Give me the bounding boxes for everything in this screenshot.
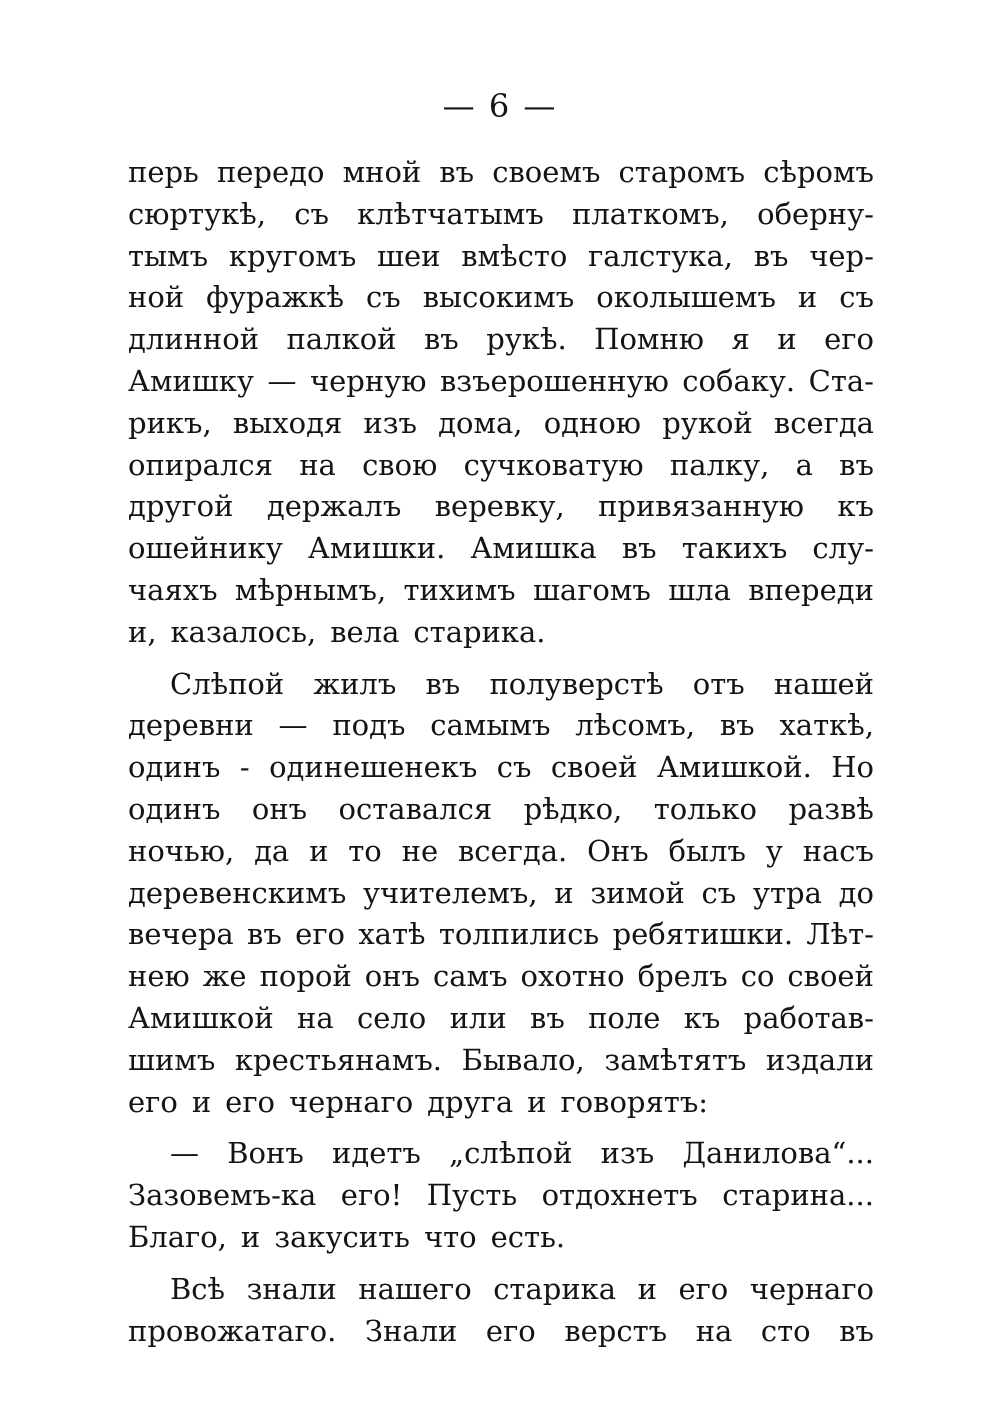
word: дома, xyxy=(438,405,523,440)
word: Онъ xyxy=(587,833,649,868)
word: старика xyxy=(493,1271,617,1306)
word: шимъ xyxy=(128,1042,216,1077)
word: „слѣпой xyxy=(449,1136,573,1171)
word: и xyxy=(777,322,797,357)
word: чернаго xyxy=(289,1084,414,1119)
word: на xyxy=(299,447,336,482)
text-line xyxy=(128,486,874,528)
word: жилъ xyxy=(313,666,397,701)
word: подъ xyxy=(332,708,406,743)
word: порой xyxy=(259,959,352,994)
word: Бывало, xyxy=(461,1042,585,1077)
text-line xyxy=(128,998,874,1040)
word: на xyxy=(297,1000,334,1035)
word: одинешенекъ xyxy=(269,750,478,785)
word: нашей xyxy=(773,666,874,701)
word: вечера xyxy=(128,917,234,952)
word: есть. xyxy=(490,1219,566,1254)
word: говорятъ: xyxy=(560,1084,709,1119)
word: то xyxy=(348,833,382,868)
word: - xyxy=(239,750,250,785)
word: не xyxy=(401,833,439,868)
word: чернаго xyxy=(749,1271,874,1306)
word: изъ xyxy=(363,405,417,440)
word: въ xyxy=(621,531,657,566)
word: Амишку xyxy=(128,363,254,398)
word: чаяхъ xyxy=(128,572,218,607)
word: — xyxy=(278,708,308,743)
word: съ xyxy=(496,750,532,785)
word: въ xyxy=(719,708,755,743)
word: онъ xyxy=(364,959,420,994)
text-line xyxy=(128,789,874,831)
text-line xyxy=(128,403,874,445)
word: перь xyxy=(128,155,199,189)
word: одною xyxy=(543,405,642,440)
word: и xyxy=(240,1219,261,1254)
text-line xyxy=(128,1133,874,1175)
word: взъерошенную xyxy=(439,363,669,398)
word: отдохнетъ xyxy=(541,1178,698,1213)
word: свою xyxy=(362,447,438,482)
word: держалъ xyxy=(266,489,402,524)
paragraph xyxy=(128,1133,874,1258)
text-line xyxy=(128,361,874,403)
word: и xyxy=(527,1084,547,1119)
word: учителемъ, xyxy=(362,875,538,910)
word: деревенскимъ xyxy=(128,875,347,910)
word: ошейнику xyxy=(128,531,283,566)
word: поле xyxy=(588,1000,661,1035)
word: нашего xyxy=(358,1271,472,1306)
word: и xyxy=(637,1271,657,1306)
word: Данилова“... xyxy=(682,1136,874,1171)
word: сто xyxy=(760,1313,811,1348)
word: верстъ xyxy=(564,1313,668,1348)
word: сучковатую xyxy=(463,447,644,482)
word: охотно xyxy=(520,959,625,994)
word: всегда xyxy=(773,405,874,440)
word: самымъ xyxy=(430,708,551,743)
word: замѣтятъ xyxy=(604,1042,747,1077)
word: Амишка xyxy=(470,531,597,566)
text-line xyxy=(128,236,874,278)
word: провожатаго. xyxy=(128,1313,337,1348)
word: былъ xyxy=(668,833,746,868)
word: Знали xyxy=(364,1313,458,1348)
text-line xyxy=(128,1082,874,1124)
word: Слѣпой xyxy=(170,666,285,701)
word: сюртукѣ, xyxy=(128,196,266,231)
word: чер- xyxy=(809,238,874,273)
word: у xyxy=(765,833,783,868)
word: тихимъ xyxy=(403,572,516,607)
word: высокимъ xyxy=(422,280,575,315)
word: такихъ xyxy=(681,531,788,566)
word: вмѣсто xyxy=(461,238,568,273)
text-line xyxy=(128,612,874,654)
word: — xyxy=(170,1136,199,1171)
word: одинъ xyxy=(128,750,221,785)
word: впереди xyxy=(748,572,874,607)
word: онъ xyxy=(251,791,308,826)
word: околышемъ xyxy=(596,280,776,315)
paragraph xyxy=(128,664,874,1124)
word: а xyxy=(795,447,813,482)
word: старомъ xyxy=(618,155,746,189)
word: хаткѣ, xyxy=(779,708,874,743)
word: закусить xyxy=(274,1219,410,1254)
word: Амишки. xyxy=(307,531,446,566)
word: слу- xyxy=(812,531,874,566)
word: изъ xyxy=(600,1136,655,1171)
word: я xyxy=(731,322,750,357)
word: со xyxy=(740,959,775,994)
word: полуверстѣ xyxy=(489,666,664,701)
word: рѣдко, xyxy=(523,791,623,826)
word: отъ xyxy=(692,666,745,701)
word: и xyxy=(797,280,818,315)
text-line xyxy=(128,1175,874,1217)
word: привязанную xyxy=(598,489,804,524)
word: Зазовемъ-ка xyxy=(128,1178,317,1213)
text-line xyxy=(128,705,874,747)
word: идетъ xyxy=(332,1136,421,1171)
word: одинъ xyxy=(128,791,221,826)
word: вела xyxy=(330,614,400,649)
word: его xyxy=(225,1084,275,1119)
word: фуражкѣ xyxy=(206,280,345,315)
word: Пусть xyxy=(426,1178,518,1213)
text-line xyxy=(128,1311,874,1353)
word: шла xyxy=(668,572,731,607)
text-line xyxy=(128,319,874,361)
text-line xyxy=(128,1269,874,1311)
word: къ xyxy=(683,1000,721,1035)
page-number: — 6 — xyxy=(442,87,558,125)
word: его xyxy=(128,1084,178,1119)
word: на xyxy=(695,1313,733,1348)
word: галстука, xyxy=(588,238,733,273)
word: выходя xyxy=(232,405,343,440)
word: Помню xyxy=(594,322,705,357)
word: и xyxy=(554,875,574,910)
word: собаку. xyxy=(682,363,796,398)
word: веревку, xyxy=(434,489,565,524)
text-line xyxy=(128,277,874,319)
word: въ xyxy=(839,447,874,482)
word: старина... xyxy=(722,1178,874,1213)
word: палкой xyxy=(286,322,397,357)
paragraph-gap xyxy=(128,1259,874,1269)
word: платкомъ, xyxy=(572,196,729,231)
word: друга xyxy=(427,1084,514,1119)
text-line xyxy=(128,956,874,998)
word: его xyxy=(824,322,874,357)
word: рукой xyxy=(662,405,753,440)
word: его xyxy=(678,1271,729,1306)
word: черную xyxy=(309,363,427,398)
word: клѣтчатымъ xyxy=(357,196,544,231)
text-line xyxy=(128,664,874,706)
text-line xyxy=(128,747,874,789)
word: сѣромъ xyxy=(763,155,874,189)
word: Амишкой xyxy=(128,1000,274,1035)
word: же xyxy=(202,959,247,994)
word: брелъ xyxy=(637,959,728,994)
text-line xyxy=(128,528,874,570)
word: Лѣт- xyxy=(806,917,874,952)
word: работав- xyxy=(743,1000,874,1035)
word: и, xyxy=(128,614,157,649)
word: своей xyxy=(550,750,638,785)
word: что xyxy=(423,1219,477,1254)
word: съ xyxy=(701,875,737,910)
word: передо xyxy=(216,155,325,189)
word: до xyxy=(838,875,874,910)
word: казалось, xyxy=(170,614,317,649)
word: Вонъ xyxy=(227,1136,304,1171)
word: — xyxy=(267,363,297,398)
word: насъ xyxy=(802,833,874,868)
word: въ xyxy=(530,1000,565,1035)
text-line xyxy=(128,1217,874,1259)
word: кругомъ xyxy=(228,238,357,273)
word: тымъ xyxy=(128,238,209,273)
word: длинной xyxy=(128,322,260,357)
word: опирался xyxy=(128,447,273,482)
paragraph xyxy=(128,152,874,654)
paragraph-gap xyxy=(128,1123,874,1133)
word: шагомъ xyxy=(532,572,651,607)
word: нею xyxy=(128,959,190,994)
word: мѣрнымъ, xyxy=(234,572,387,607)
word: въ xyxy=(423,322,459,357)
paragraph xyxy=(128,1269,874,1353)
word: ночью, xyxy=(128,833,235,868)
word: да xyxy=(254,833,290,868)
word: Амишкой. xyxy=(656,750,812,785)
word: рукѣ. xyxy=(486,322,567,357)
text-line xyxy=(128,914,874,956)
word: другой xyxy=(128,489,234,524)
word: или xyxy=(449,1000,507,1035)
word: Всѣ xyxy=(170,1271,226,1306)
word: только xyxy=(653,791,758,826)
word: развѣ xyxy=(788,791,874,826)
word: оставался xyxy=(338,791,493,826)
word: мной xyxy=(342,155,422,189)
word: палку, xyxy=(669,447,770,482)
word: въ xyxy=(839,1313,874,1348)
word: ребятишки. xyxy=(612,917,794,952)
word: издали xyxy=(765,1042,874,1077)
word: ной xyxy=(128,280,185,315)
word: толпились xyxy=(438,917,600,952)
word: самъ xyxy=(432,959,508,994)
word: въ xyxy=(753,238,789,273)
word: его xyxy=(485,1313,536,1348)
word: своей xyxy=(787,959,874,994)
word: Но xyxy=(831,750,874,785)
word: деревни xyxy=(128,708,254,743)
text-line xyxy=(128,831,874,873)
word: шеи xyxy=(377,238,441,273)
text-line xyxy=(128,445,874,487)
word: всегда. xyxy=(457,833,568,868)
text-line xyxy=(128,570,874,612)
word: своемъ xyxy=(492,155,601,189)
text-body xyxy=(128,152,874,1352)
text-line xyxy=(128,873,874,915)
word: въ xyxy=(247,917,282,952)
word: съ xyxy=(839,280,874,315)
word: утра xyxy=(752,875,822,910)
paragraph-gap xyxy=(128,654,874,664)
word: село xyxy=(356,1000,427,1035)
word: его xyxy=(295,917,345,952)
word: оберну- xyxy=(757,196,874,231)
word: зимой xyxy=(590,875,685,910)
word: къ xyxy=(837,489,874,524)
word: съ xyxy=(366,280,401,315)
word: и xyxy=(191,1084,212,1119)
word: Благо, xyxy=(128,1219,227,1254)
word: лѣсомъ, xyxy=(575,708,696,743)
word: въ xyxy=(425,666,461,701)
word: и xyxy=(309,833,329,868)
word: Ста- xyxy=(808,363,874,398)
word: рикъ, xyxy=(128,405,212,440)
text-line xyxy=(128,1040,874,1082)
word: въ xyxy=(439,155,475,189)
word: крестьянамъ. xyxy=(234,1042,442,1077)
text-line xyxy=(128,194,874,236)
text-line xyxy=(128,152,874,194)
word: его! xyxy=(340,1178,403,1213)
word: старика. xyxy=(413,614,546,649)
word: съ xyxy=(294,196,329,231)
word: хатѣ xyxy=(358,917,426,952)
word: знали xyxy=(246,1271,337,1306)
